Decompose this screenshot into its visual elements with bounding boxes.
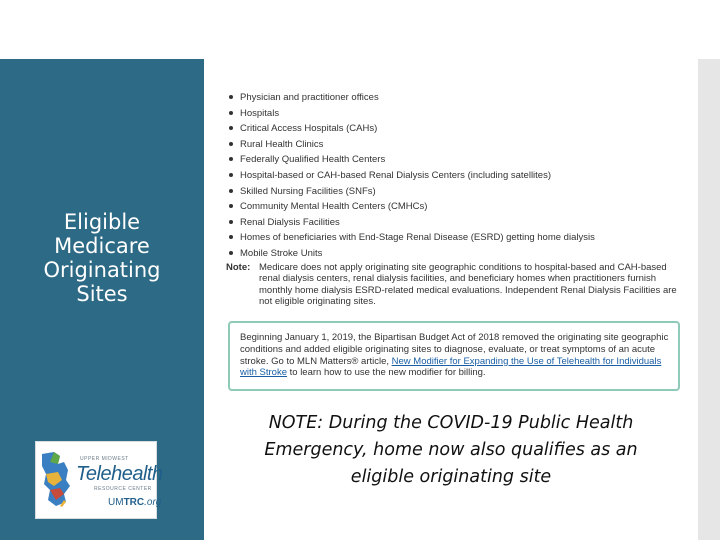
list-item: Mobile Stroke Units [226,246,686,262]
bullet-icon [229,95,233,99]
title-line-3: Originating [43,258,161,282]
callout-text: Beginning January 1, 2019, the Bipartisan Budget Act of 2018 removed the originating site geographic conditions and added eligible originating sites to diagnose, evaluate, or treat symptoms of an acute stroke. Go to MLN Matters® article, [240,332,669,367]
bullet-icon [229,173,233,177]
list-item: Skilled Nursing Facilities (SNFs) [226,184,686,200]
stroke-callout-box [228,321,680,391]
list-item: Critical Access Hospitals (CAHs) [226,121,686,137]
list-item: Hospital-based or CAH-based Renal Dialysis Centers (including satellites) [226,168,686,184]
title-line-4: Sites [76,282,128,306]
right-edge-strip [698,59,720,540]
slide-title [0,210,204,306]
bullet-icon [229,220,233,224]
bullet-icon [229,189,233,193]
list-item: Hospitals [226,106,686,122]
bullet-icon [229,111,233,115]
umtrc-logo [35,441,163,519]
dialysis-note [226,262,686,308]
bullet-icon [229,204,233,208]
bullet-icon [229,251,233,255]
midwest-map-icon [40,450,74,508]
title-line-2: Medicare [54,234,150,258]
bullet-icon [229,142,233,146]
sites-list [226,90,686,262]
bullet-icon [229,235,233,239]
list-item: Physician and practitioner offices [226,90,686,106]
bullet-icon [229,157,233,161]
callout-text-end: to learn how to use the new modifier for billing. [287,367,486,379]
covid-note: NOTE: During the COVID-19 Public Health Emergency, home now also qualifies as an eligible originating site [264,413,638,487]
title-line-1: Eligible [63,210,141,234]
list-item: Renal Dialysis Facilities [226,215,686,231]
note-text: Medicare does not apply originating site geographic conditions to hospital-based and CAH-based renal dialysis centers, renal dialysis facilities, and beneficiary homes when practitioners furnish monthly home dialysis ESRD-related medical evaluations. Independent Renal Dialysis Facilities are not eligible originating sites. [259,261,677,308]
bullet-icon [229,126,233,130]
note-label: Note: [226,261,251,273]
list-item: Federally Qualified Health Centers [226,152,686,168]
mln-article-link[interactable]: New Modifier for Expanding the Use of Telehealth for Individuals with Stroke [240,355,662,379]
logo-site: UMTRC.org [108,497,162,508]
list-item: Community Mental Health Centers (CMHCs) [226,199,686,215]
logo-top-text: UPPER MIDWEST [80,456,129,462]
logo-brand: Telehealth [76,463,163,485]
eligible-sites-document [226,90,686,308]
list-item: Rural Health Clinics [226,137,686,153]
list-item: Homes of beneficiaries with End-Stage Renal Disease (ESRD) getting home dialysis [226,230,686,246]
logo-sub-text: RESOURCE CENTER [94,486,152,492]
